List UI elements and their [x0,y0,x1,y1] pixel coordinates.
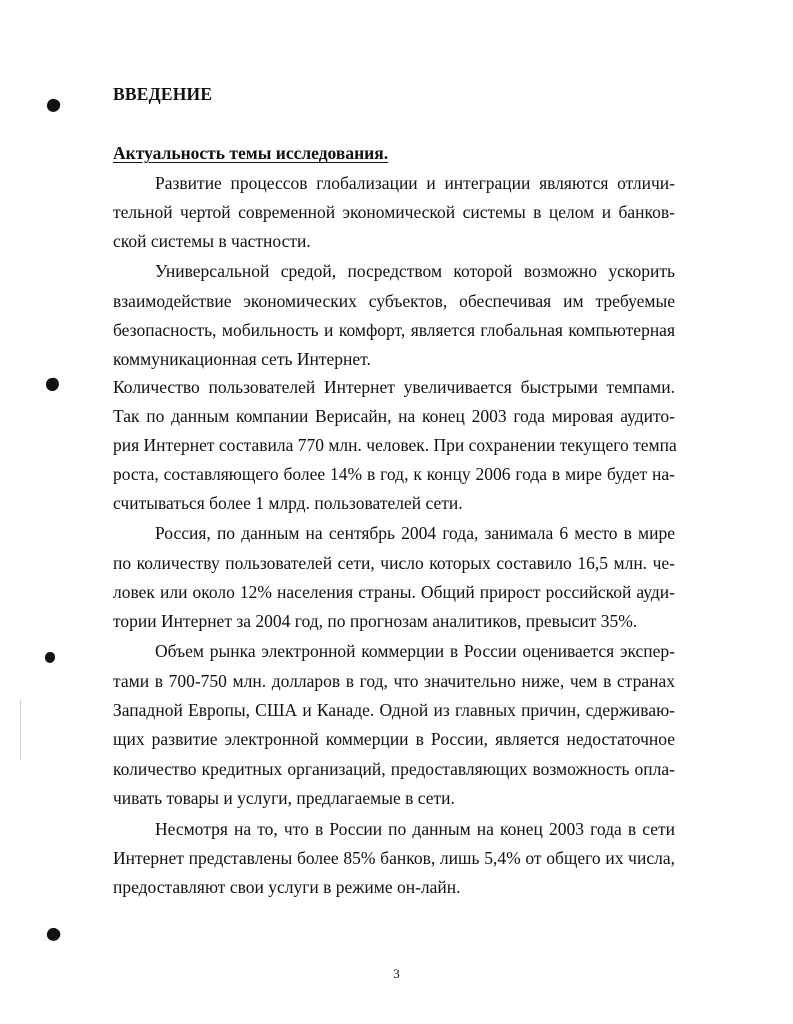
text-line: Интернет представлены более 85% банков, лишь 5,4% от общего их числа, [113,848,675,868]
text-line: безопасность, мобильность и комфорт, является глобальная компьютерная [113,320,675,340]
text-line: рия Интернет составила 770 млн. человек. При сохранении текущего темпа [113,435,677,455]
text-line: ловек или около 12% населения страны. Общий прирост российской ауди- [113,582,675,602]
text-line: взаимодействие экономических субъектов, обеспечивая им требуемые [113,291,675,311]
text-line: Несмотря на то, что в России по данным на конец 2003 года в сети [155,819,675,839]
text-line: Так по данным компании Верисайн, на конец 2003 года мировая аудито- [113,406,675,426]
page-number: 3 [393,966,400,981]
text-line: Западной Европы, США и Канаде. Одной из главных причин, сдерживаю- [113,700,675,720]
text-line: по количеству пользователей сети, число которых составило 16,5 млн. че- [113,553,675,573]
section-heading: ВВЕДЕНИЕ [113,84,213,104]
text-line: Россия, по данным на сентябрь 2004 года, занимала 6 место в мире [155,523,675,543]
text-line: тельной чертой современной экономической системы в целом и банков- [113,202,675,222]
punch-hole-mark [44,925,62,943]
text-line: тами в 700-750 млн. долларов в год, что значительно ниже, чем в странах [113,671,675,691]
text-line: чивать товары и услуги, предлагаемые в сети. [113,788,455,808]
text-line: ской системы в частности. [113,231,311,251]
punch-hole-mark [45,97,62,114]
text-line: считываться более 1 млрд. пользователей сети. [113,493,463,513]
text-line: Количество пользователей Интернет увеличивается быстрыми темпами. [113,377,675,397]
text-line: количество кредитных организаций, предоставляющих возможность опла- [113,759,675,779]
text-line: Объем рынка электронной коммерции в России оценивается экспер- [155,641,675,661]
subsection-heading: Актуальность темы исследования. [113,143,389,163]
text-line: предоставляют свои услуги в режиме он-лайн. [113,877,461,897]
punch-hole-mark [45,377,61,393]
text-line: щих развитие электронной коммерции в России, является недостаточное [113,729,675,749]
scan-edge-line [20,700,21,760]
text-line: коммуникационная сеть Интернет. [113,349,371,369]
punch-hole-mark [45,652,55,663]
text-line: Универсальной средой, посредством которой возможно ускорить [155,261,675,281]
text-line: роста, составляющего более 14% в год, к концу 2006 года в мире будет на- [113,464,675,484]
text-line: тории Интернет за 2004 год, по прогнозам аналитиков, превысит 35%. [113,611,638,631]
text-line: Развитие процессов глобализации и интеграции являются отличи- [155,173,675,193]
